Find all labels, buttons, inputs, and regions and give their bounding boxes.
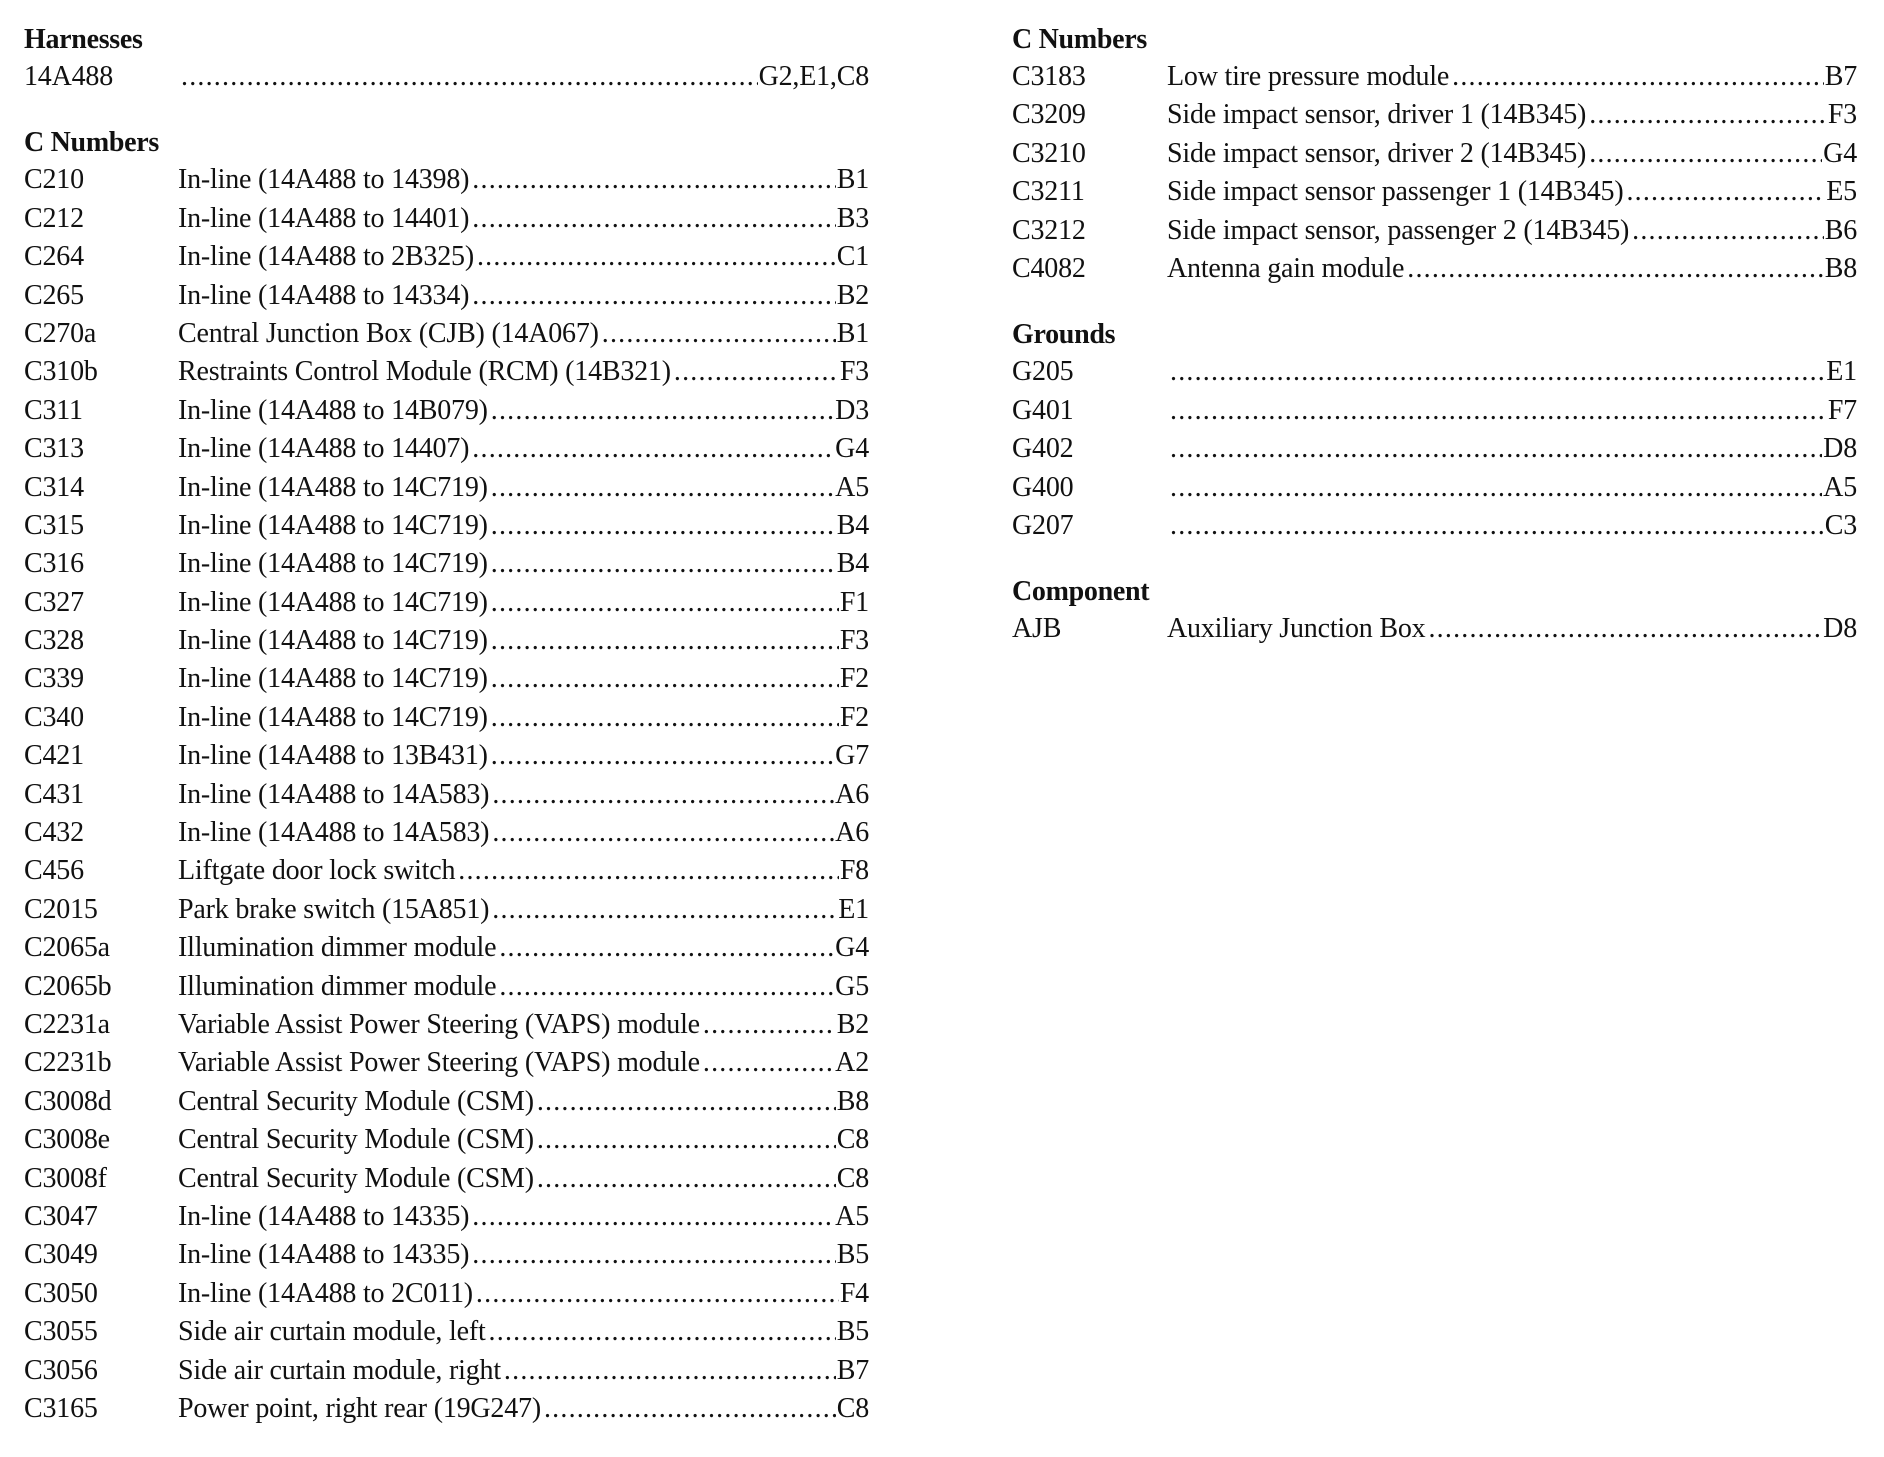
section-heading: C Numbers (1012, 24, 1147, 55)
entry-code: C432 (24, 817, 84, 849)
entry-code: C2231a (24, 1008, 110, 1040)
entry-code: C340 (24, 701, 84, 733)
dot-leader (491, 507, 836, 545)
entry-code: C3055 (24, 1316, 98, 1348)
entry-description: Low tire pressure module (1167, 61, 1450, 92)
entry-description: In-line (14A488 to 2B325) (178, 241, 474, 273)
entry-location: B8 (836, 1085, 869, 1117)
index-entry (24, 1198, 869, 1236)
entry-code: C2065b (24, 970, 112, 1002)
index-entry (24, 1390, 869, 1428)
entry-description: In-line (14A488 to 14A583) (178, 817, 490, 849)
entry-code: C3183 (1012, 61, 1086, 92)
entry-code: G401 (1012, 394, 1074, 426)
entry-description: In-line (14A488 to 14C719) (178, 586, 488, 618)
entry-location: B3 (836, 202, 869, 234)
dot-leader (472, 200, 835, 238)
dot-leader (1407, 250, 1823, 288)
index-entry (24, 776, 869, 814)
entry-code: C3050 (24, 1277, 98, 1309)
entry-location: G4 (835, 932, 869, 964)
entry-description: Central Security Module (CSM) (178, 1124, 534, 1156)
dot-leader (489, 1313, 836, 1351)
dot-leader (491, 699, 839, 737)
index-entry (24, 814, 869, 852)
index-entry (24, 1236, 869, 1274)
dot-leader (492, 814, 834, 852)
entry-description: In-line (14A488 to 14334) (178, 279, 470, 311)
dot-leader (602, 315, 836, 353)
dot-leader (477, 238, 836, 276)
entry-location: A6 (835, 778, 869, 810)
harnesses-section (24, 22, 869, 96)
entry-description: Side impact sensor passenger 1 (14B345) (1167, 176, 1624, 208)
entry-description: Variable Assist Power Steering (VAPS) module (178, 1008, 700, 1040)
entry-description: Illumination dimmer module (178, 970, 497, 1002)
entry-description: In-line (14A488 to 14335) (178, 1239, 470, 1271)
dot-leader (499, 929, 834, 967)
c-numbers-section (1012, 22, 1857, 288)
entry-description: Illumination dimmer module (178, 932, 497, 964)
dot-leader (492, 891, 837, 929)
entry-location: F3 (839, 356, 869, 388)
index-entry (1012, 212, 1857, 250)
dot-leader (537, 1083, 836, 1121)
entry-code: C328 (24, 625, 84, 657)
entry-code: C3008d (24, 1085, 112, 1117)
index-entry (24, 929, 869, 967)
entry-code: C264 (24, 241, 84, 273)
entry-description: In-line (14A488 to 14401) (178, 202, 470, 234)
entry-code: C315 (24, 509, 84, 541)
entry-code: C212 (24, 202, 84, 234)
entry-code: C3056 (24, 1354, 98, 1386)
dot-leader (1452, 58, 1824, 96)
index-entry (24, 699, 869, 737)
entry-location: F8 (839, 855, 869, 887)
entry-location: B2 (836, 1008, 869, 1040)
entry-description: Side air curtain module, right (178, 1354, 501, 1386)
dot-leader (499, 968, 834, 1006)
index-entry (1012, 507, 1857, 545)
entry-location: C8 (836, 1392, 869, 1424)
entry-location: G5 (835, 970, 869, 1002)
index-entry (24, 891, 869, 929)
entry-code: C265 (24, 279, 84, 311)
entry-code: C456 (24, 855, 84, 887)
index-entry (24, 507, 869, 545)
dot-leader (472, 1198, 834, 1236)
dot-leader (491, 545, 836, 583)
entry-location: A2 (835, 1047, 869, 1079)
dot-leader (504, 1352, 836, 1390)
entry-code: C2065a (24, 932, 110, 964)
dot-leader (537, 1121, 836, 1159)
entry-location: G4 (1823, 137, 1857, 169)
entry-code: C3165 (24, 1392, 98, 1424)
dot-leader (491, 622, 839, 660)
entry-code: C3212 (1012, 214, 1086, 246)
dot-leader (1589, 135, 1822, 173)
entry-description: In-line (14A488 to 14C719) (178, 701, 488, 733)
entry-location: F3 (839, 625, 869, 657)
section-heading: C Numbers (24, 127, 159, 159)
entry-code: C3211 (1012, 176, 1085, 208)
entry-code: C314 (24, 471, 84, 503)
entry-code: G205 (1012, 356, 1074, 388)
dot-leader (491, 660, 839, 698)
entry-description: In-line (14A488 to 14335) (178, 1200, 470, 1232)
index-entry (24, 622, 869, 660)
entry-location: F1 (839, 586, 869, 618)
index-entry (24, 1352, 869, 1390)
entry-description: Auxiliary Junction Box (1167, 613, 1426, 645)
entry-location: F7 (1827, 394, 1857, 426)
entry-code: C3210 (1012, 137, 1086, 169)
entry-description: Side impact sensor, driver 1 (14B345) (1167, 99, 1587, 131)
dot-leader (703, 1006, 836, 1044)
entry-description: Power point, right rear (19G247) (178, 1392, 541, 1424)
entry-code: AJB (1012, 613, 1062, 645)
entry-description: In-line (14A488 to 2C011) (178, 1277, 473, 1309)
dot-leader (1170, 353, 1825, 391)
entry-code: C4082 (1012, 252, 1086, 284)
entry-description: Central Junction Box (CJB) (14A067) (178, 317, 599, 349)
entry-code: G207 (1012, 509, 1074, 541)
entry-location: A5 (835, 1200, 869, 1232)
dot-leader (537, 1160, 836, 1198)
index-entry (24, 161, 869, 199)
index-entry (24, 1160, 869, 1198)
index-entry (24, 852, 869, 890)
dot-leader (1170, 392, 1827, 430)
entry-description: In-line (14A488 to 14C719) (178, 625, 488, 657)
entry-location: A6 (835, 817, 869, 849)
entry-code: 14A488 (24, 61, 114, 92)
entry-location: D8 (1823, 613, 1857, 645)
entry-code: C2231b (24, 1047, 112, 1079)
entry-code: C313 (24, 433, 84, 465)
index-entry (1012, 58, 1857, 96)
index-entry (24, 430, 869, 468)
entry-location: F2 (839, 701, 869, 733)
entry-description: Liftgate door lock switch (178, 855, 456, 887)
index-entry (24, 660, 869, 698)
entry-location: E5 (1826, 176, 1857, 208)
entry-location: B7 (1824, 61, 1857, 92)
index-entry (24, 277, 869, 315)
dot-leader (703, 1044, 834, 1082)
entry-location: G4 (835, 433, 869, 465)
entry-description: In-line (14A488 to 14C719) (178, 548, 488, 580)
dot-leader (472, 161, 835, 199)
index-entry (1012, 250, 1857, 288)
entry-code: C431 (24, 778, 84, 810)
index-entry (24, 584, 869, 622)
entry-location: B1 (836, 164, 869, 196)
entry-description: Side impact sensor, driver 2 (14B345) (1167, 137, 1587, 169)
index-entry (1012, 96, 1857, 134)
grounds-section (1012, 317, 1857, 545)
dot-leader (491, 584, 839, 622)
entry-location: G2,E1,C8 (758, 61, 869, 92)
dot-leader (1170, 469, 1822, 507)
dot-leader (476, 1275, 839, 1313)
entry-location: B5 (836, 1239, 869, 1271)
entry-location: B4 (836, 548, 869, 580)
entry-description: In-line (14A488 to 14A583) (178, 778, 490, 810)
entry-location: A5 (1823, 471, 1857, 503)
entry-code: C3008f (24, 1162, 107, 1194)
entry-code: C3209 (1012, 99, 1086, 131)
index-entry (24, 238, 869, 276)
index-entry (1012, 610, 1857, 648)
entry-code: C2015 (24, 893, 98, 925)
index-entry (1012, 392, 1857, 430)
component-section (1012, 574, 1857, 648)
entry-location: D3 (835, 394, 869, 426)
dot-leader (1428, 610, 1822, 648)
entry-description: Park brake switch (15A851) (178, 893, 490, 925)
entry-code: C316 (24, 548, 84, 580)
dot-leader (1626, 173, 1825, 211)
index-entry (24, 1006, 869, 1044)
index-entry (24, 392, 869, 430)
index-entry (1012, 135, 1857, 173)
entry-location: B8 (1824, 252, 1857, 284)
entry-location: B7 (836, 1354, 869, 1386)
entry-code: C210 (24, 164, 84, 196)
dot-leader (491, 392, 834, 430)
index-entry (24, 353, 869, 391)
entry-code: C3047 (24, 1200, 98, 1232)
index-entry (24, 968, 869, 1006)
right-column (1012, 22, 1857, 678)
dot-leader (1632, 212, 1824, 250)
index-entry (24, 1044, 869, 1082)
index-entry (24, 315, 869, 353)
entry-location: C1 (836, 241, 869, 273)
entry-location: F3 (1827, 99, 1857, 131)
index-entry (24, 58, 869, 96)
entry-location: B4 (836, 509, 869, 541)
entry-code: C311 (24, 394, 83, 426)
entry-description: In-line (14A488 to 14C719) (178, 471, 488, 503)
dot-leader (472, 277, 835, 315)
section-heading: Harnesses (24, 24, 143, 55)
entry-location: E1 (1826, 356, 1857, 388)
index-entry (24, 1275, 869, 1313)
index-entry (1012, 469, 1857, 507)
entry-code: C310b (24, 356, 98, 388)
entry-description: Antenna gain module (1167, 252, 1405, 284)
entry-location: B2 (836, 279, 869, 311)
dot-leader (544, 1390, 836, 1428)
index-entry (1012, 430, 1857, 468)
dot-leader (492, 776, 834, 814)
entry-location: E1 (838, 893, 869, 925)
dot-leader (491, 737, 834, 775)
entry-code: C3049 (24, 1239, 98, 1271)
entry-description: In-line (14A488 to 13B431) (178, 740, 488, 772)
entry-location: C3 (1824, 509, 1857, 541)
entry-description: In-line (14A488 to 14C719) (178, 509, 488, 541)
index-entry (1012, 353, 1857, 391)
index-entry (24, 545, 869, 583)
entry-code: C327 (24, 586, 84, 618)
dot-leader (1170, 507, 1824, 545)
entry-location: B6 (1824, 214, 1857, 246)
entry-description: Variable Assist Power Steering (VAPS) module (178, 1047, 700, 1079)
dot-leader (472, 430, 834, 468)
entry-description: Side air curtain module, left (178, 1316, 486, 1348)
c-numbers-section (24, 125, 869, 1428)
entry-location: F2 (839, 663, 869, 695)
entry-location: C8 (836, 1162, 869, 1194)
dot-leader (181, 58, 758, 96)
dot-leader (1170, 430, 1822, 468)
dot-leader (1589, 96, 1827, 134)
entry-location: F4 (839, 1277, 869, 1309)
entry-description: In-line (14A488 to 14B079) (178, 394, 488, 426)
entry-description: Restraints Control Module (RCM) (14B321) (178, 356, 671, 388)
section-heading: Grounds (1012, 319, 1116, 351)
index-entry (24, 200, 869, 238)
index-entry (24, 1083, 869, 1121)
entry-description: In-line (14A488 to 14C719) (178, 663, 488, 695)
entry-description: In-line (14A488 to 14407) (178, 433, 470, 465)
index-entry (1012, 173, 1857, 211)
dot-leader (472, 1236, 835, 1274)
entry-location: D8 (1823, 433, 1857, 465)
entry-description: Side impact sensor, passenger 2 (14B345) (1167, 214, 1630, 246)
entry-description: Central Security Module (CSM) (178, 1162, 534, 1194)
entry-description: Central Security Module (CSM) (178, 1085, 534, 1117)
entry-code: C421 (24, 740, 84, 772)
index-entry (24, 469, 869, 507)
index-entry (24, 1313, 869, 1351)
entry-code: C270a (24, 317, 97, 349)
entry-location: G7 (835, 740, 869, 772)
entry-location: A5 (835, 471, 869, 503)
entry-location: B5 (836, 1316, 869, 1348)
entry-code: G400 (1012, 471, 1074, 503)
entry-code: C339 (24, 663, 84, 695)
dot-leader (458, 852, 839, 890)
index-entry (24, 1121, 869, 1159)
section-heading: Component (1012, 576, 1150, 608)
entry-description: In-line (14A488 to 14398) (178, 164, 470, 196)
index-entry (24, 737, 869, 775)
left-column (24, 22, 869, 1457)
entry-code: C3008e (24, 1124, 110, 1156)
entry-location: B1 (836, 317, 869, 349)
entry-code: G402 (1012, 433, 1074, 465)
entry-location: C8 (836, 1124, 869, 1156)
dot-leader (674, 353, 839, 391)
dot-leader (491, 469, 834, 507)
